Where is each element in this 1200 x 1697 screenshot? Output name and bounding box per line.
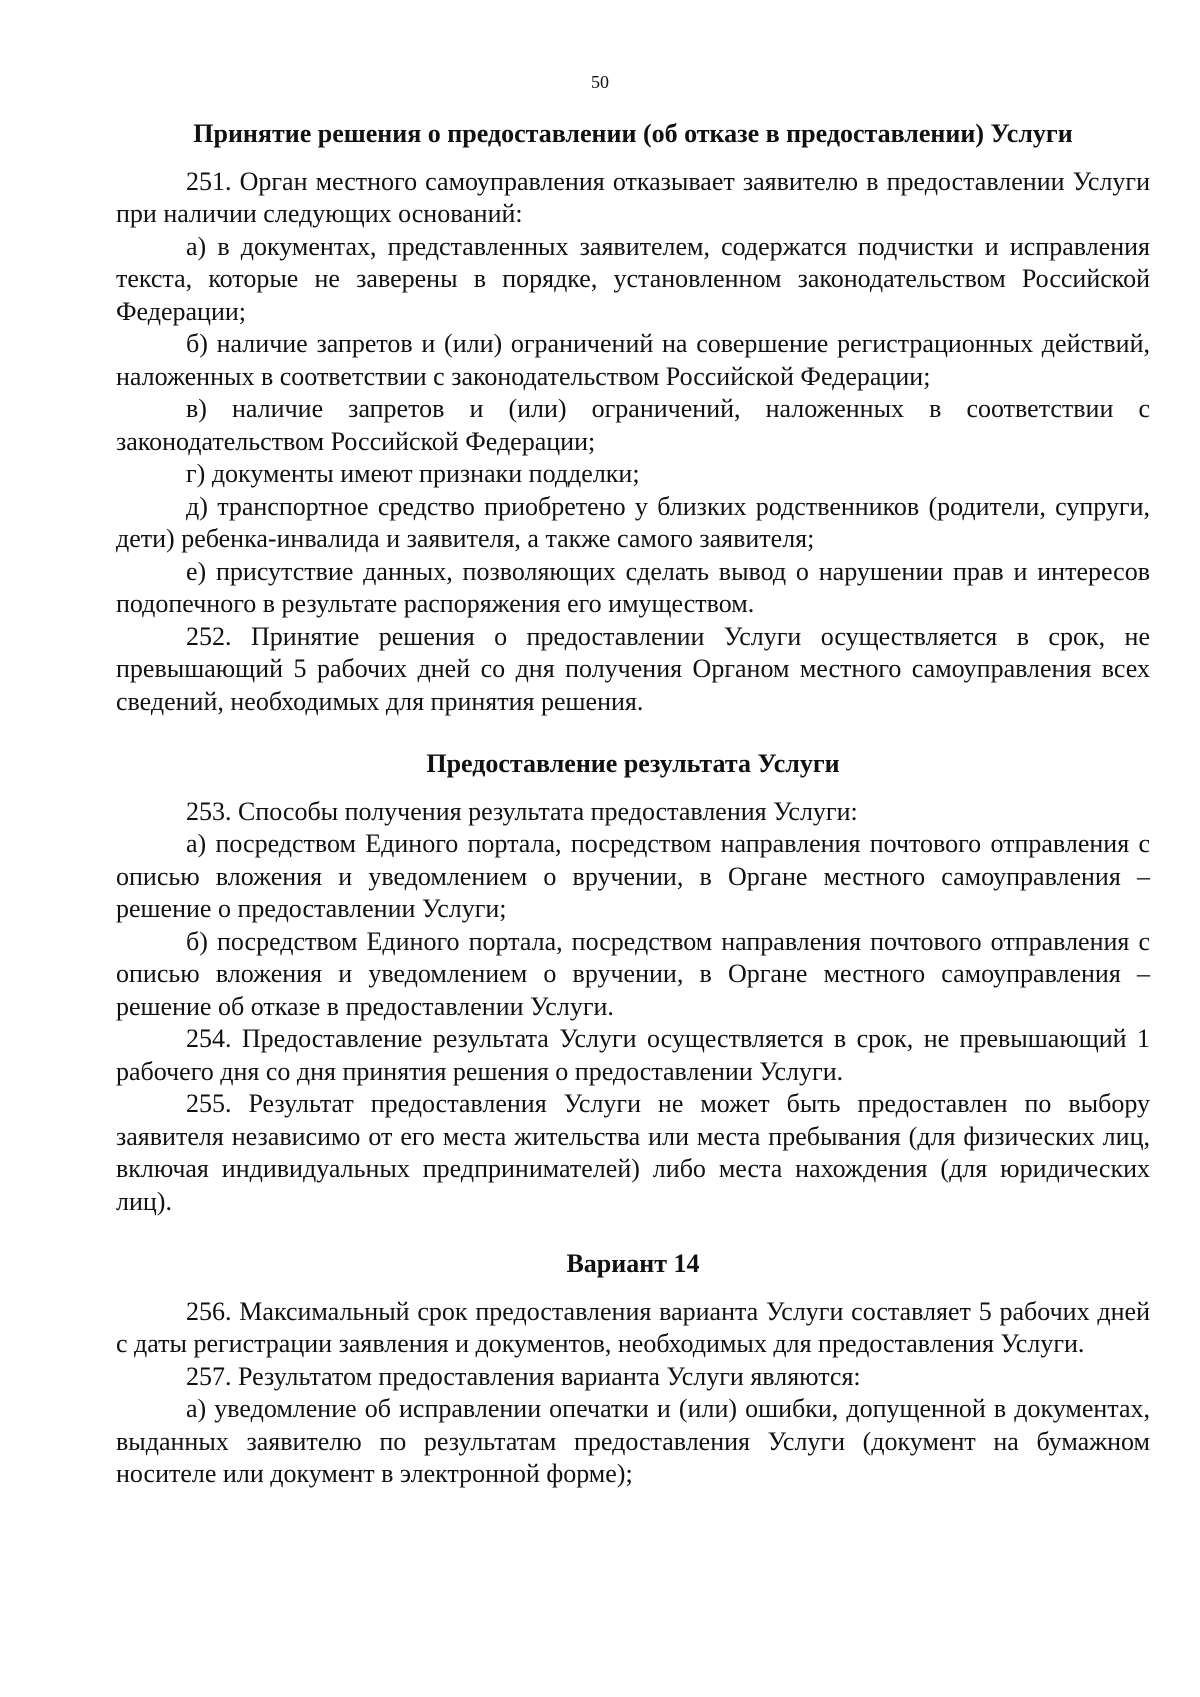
paragraph: а) уведомление об исправлении опечатки и (или) ошибки, допущенной в документах, выданных заявителю по результатам предоставления Услуги (документ на бумажном носителе или документ в электронной форме); bbox=[116, 1394, 1150, 1488]
paragraph: а) посредством Единого портала, посредством направления почтового отправления с описью вложения и уведомлением о вручении, в Органе местного самоуправления – решение о предоставлении Услуги; bbox=[116, 829, 1150, 923]
paragraph: 252. Принятие решения о предоставлении Услуги осуществляется в срок, не превышающий 5 рабочих дней со дня получения Органом местного самоуправления всех сведений, необходимых для принятия решения. bbox=[116, 621, 1150, 716]
page-number: 50 bbox=[591, 72, 609, 92]
paragraph: 256. Максимальный срок предоставления варианта Услуги составляет 5 рабочих дней с даты регистрации заявления и документов, необходимых для предоставления Услуги. bbox=[116, 1296, 1150, 1358]
paragraph: 255. Результат предоставления Услуги не может быть предоставлен по выбору заявителя независимо от его места жительства или места пребывания (для физических лиц, включая индивидуальных предпринимателей) либо места нахождения (для юридических лиц). bbox=[116, 1089, 1150, 1216]
section-heading: Принятие решения о предоставлении (об отказе в предоставлении) Услуги bbox=[193, 119, 1073, 148]
paragraph: д) транспортное средство приобретено у близких родственников (родители, супруги, дети) ребенка-инвалида и заявителя, а также самого заявителя; bbox=[116, 491, 1150, 553]
paragraph: б) посредством Единого портала, посредством направления почтового отправления с описью вложения и уведомлением о вручении, в Органе местного самоуправления – решение об отказе в предоставлении Услуги. bbox=[116, 926, 1150, 1021]
paragraph: 253. Способы получения результата предоставления Услуги: bbox=[186, 796, 858, 826]
section-decision bbox=[116, 118, 1150, 718]
paragraph: 254. Предоставление результата Услуги осуществляется в срок, не превышающий 1 рабочего дня со дня принятия решения о предоставлении Услуги. bbox=[116, 1024, 1150, 1086]
paragraph: а) в документах, представленных заявителем, содержатся подчистки и исправления текста, которые не заверены в порядке, установленном законодательством Российской Федерации; bbox=[116, 231, 1150, 326]
paragraph: е) присутствие данных, позволяющих сделать вывод о нарушении прав и интересов подопечного в результате распоряжения его имуществом. bbox=[116, 556, 1150, 618]
section-result-delivery bbox=[116, 748, 1150, 1218]
section-heading: Вариант 14 bbox=[566, 1249, 700, 1278]
section-variant-14 bbox=[116, 1248, 1150, 1491]
section-heading: Предоставление результата Услуги bbox=[426, 749, 840, 778]
document-body bbox=[116, 118, 1150, 1491]
paragraph: в) наличие запретов и (или) ограничений, наложенных в соответствии с законодательством Российской Федерации; bbox=[116, 394, 1150, 456]
paragraph: б) наличие запретов и (или) ограничений на совершение регистрационных действий, наложенных в соответствии с законодательством Российской Федерации; bbox=[116, 329, 1150, 391]
paragraph: 257. Результатом предоставления варианта Услуги являются: bbox=[186, 1361, 861, 1391]
paragraph: г) документы имеют признаки подделки; bbox=[186, 459, 640, 488]
paragraph: 251. Орган местного самоуправления отказывает заявителю в предоставлении Услуги при наличии следующих оснований: bbox=[116, 166, 1150, 228]
